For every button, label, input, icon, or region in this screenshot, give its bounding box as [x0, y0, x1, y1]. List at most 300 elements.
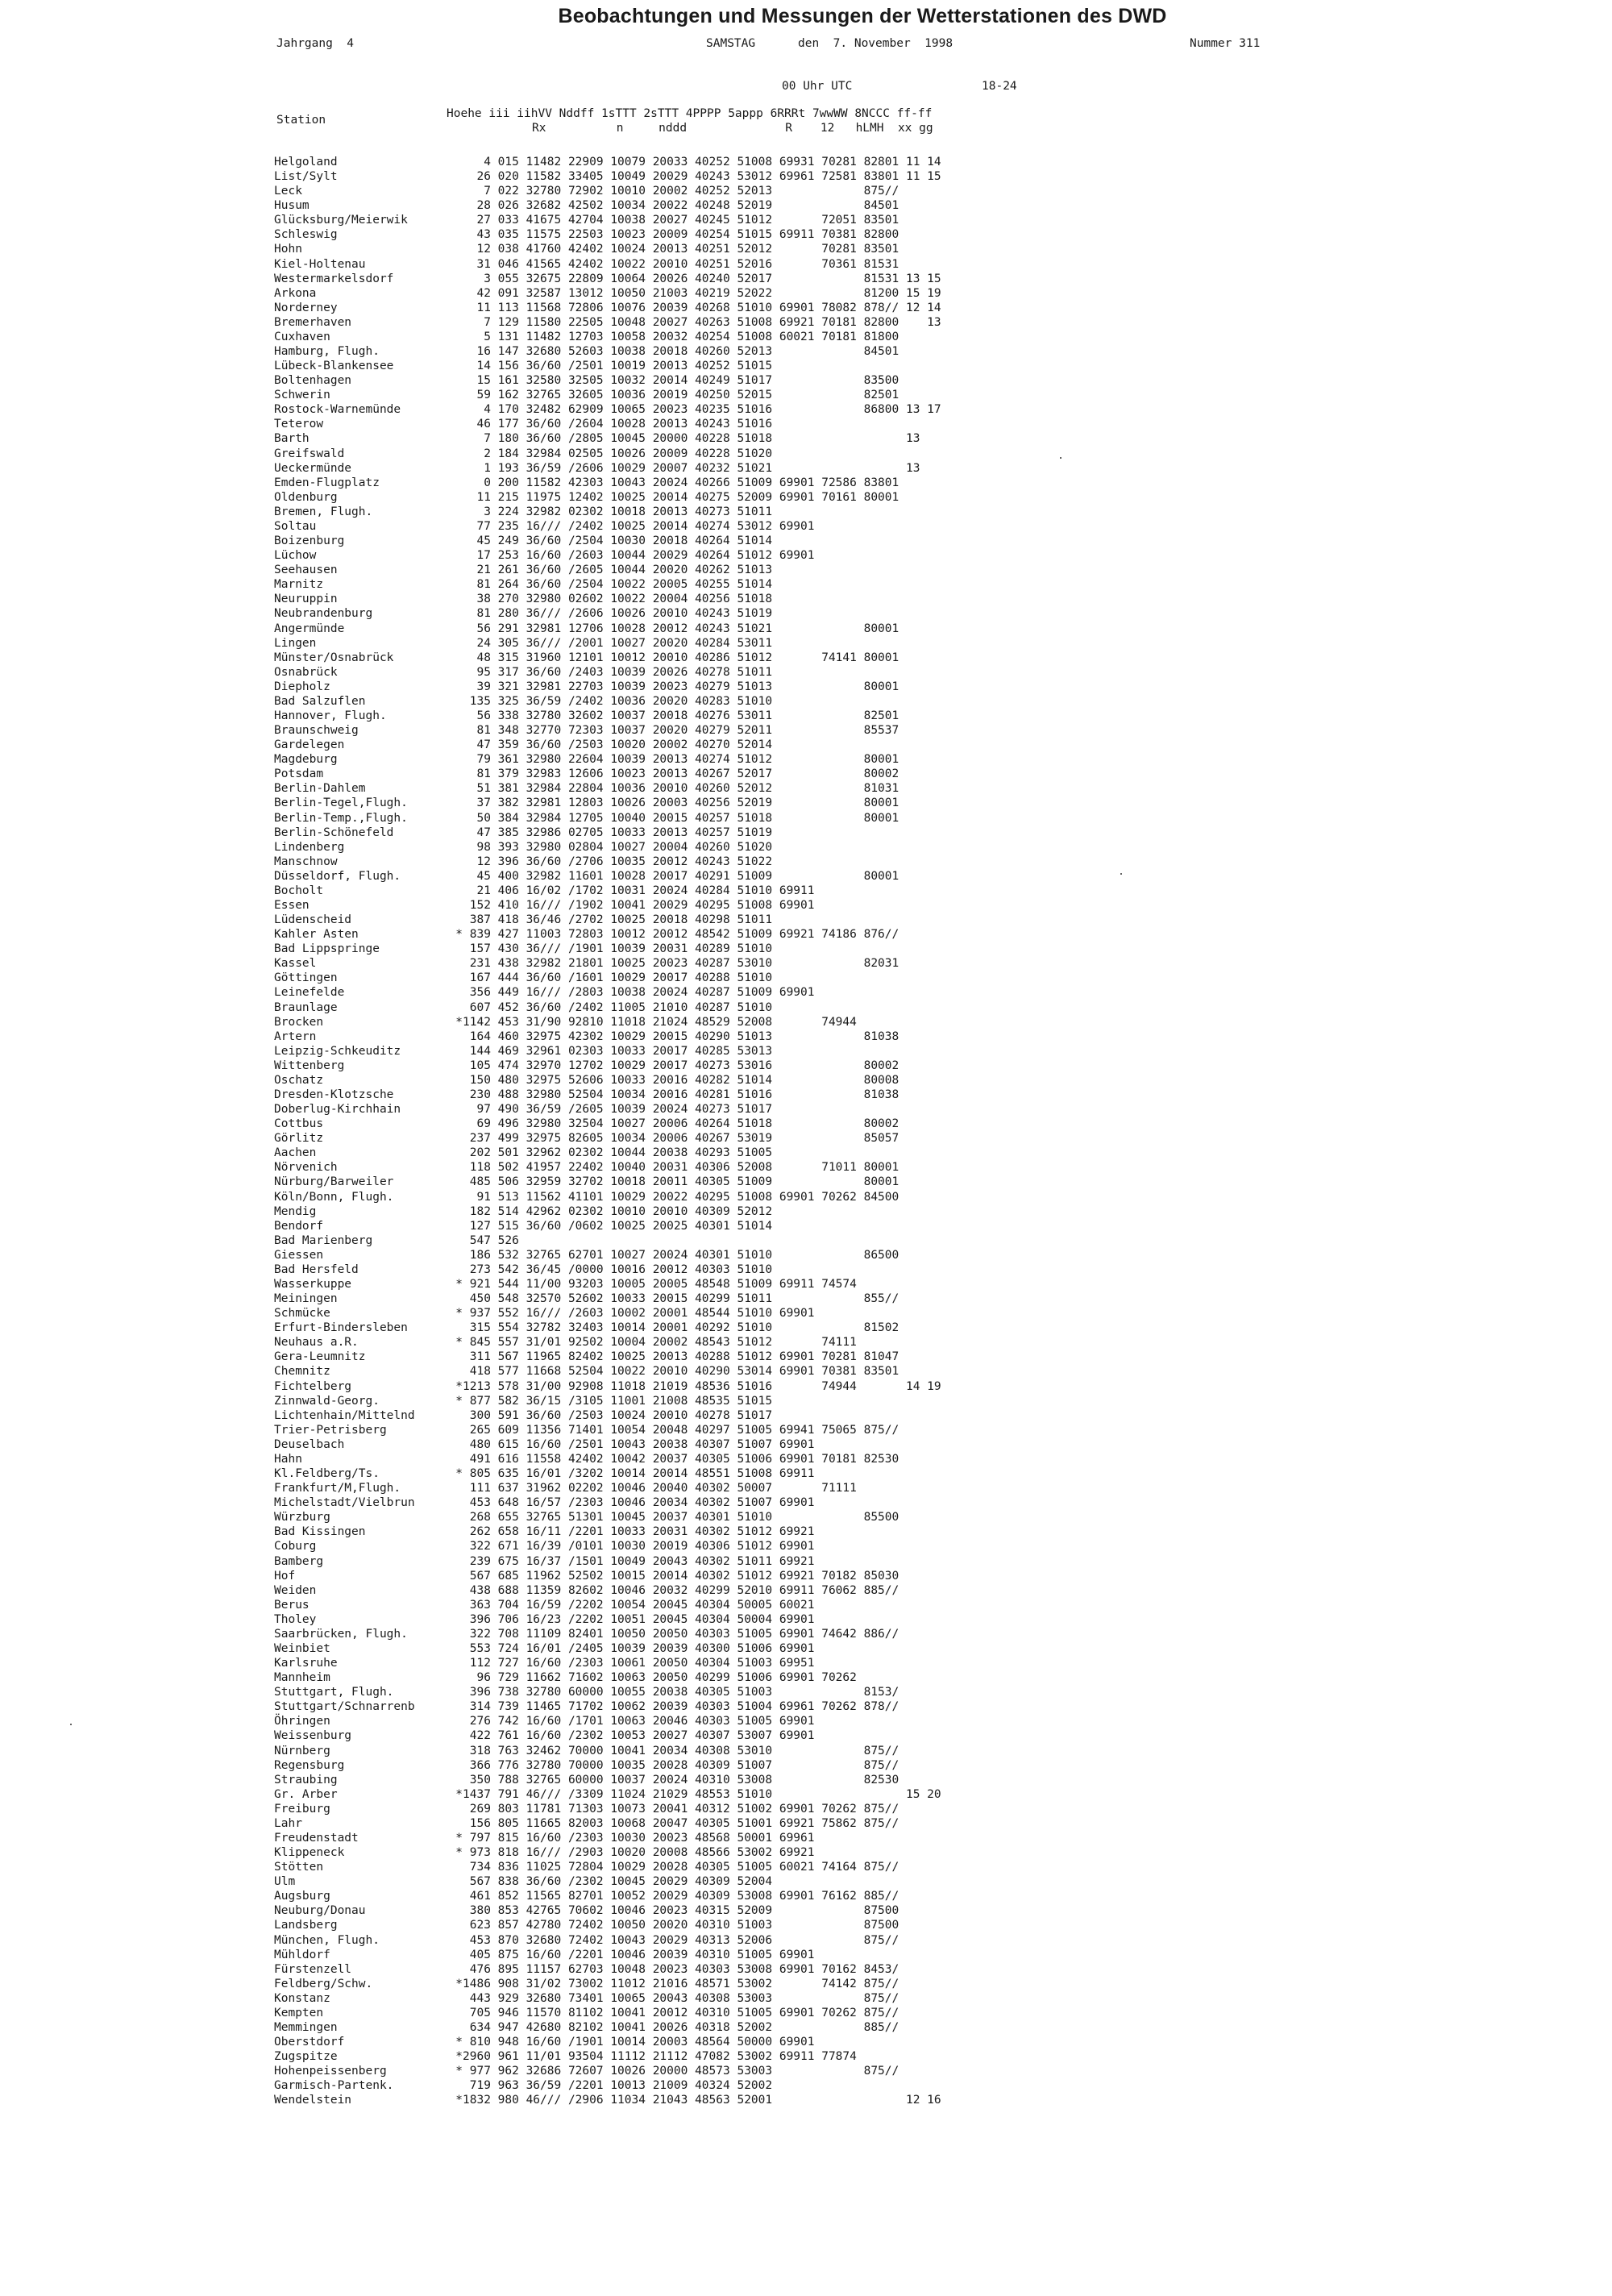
station-name: Cottbus	[274, 1117, 324, 1131]
synop-values: 69 496 32980 32504 10027 20006 40264 51018 80002	[463, 1117, 899, 1131]
station-name: Braunlage	[274, 1000, 338, 1014]
station-name: Emden-Flugplatz	[274, 476, 380, 489]
station-name: Feldberg/Schw.	[274, 1977, 373, 1990]
station-name: Braunschweig	[274, 724, 359, 738]
station-name: Westermarkelsdorf	[274, 272, 394, 285]
station-name: Lahr	[274, 1816, 302, 1830]
synop-values: 56 291 32981 12706 10028 20012 40243 51021 80001	[463, 622, 899, 635]
synop-values: 50 384 32984 12705 10040 20015 40257 51018 80001	[463, 811, 899, 825]
station-name: Mühldorf	[274, 1948, 330, 1961]
table-row	[274, 1962, 941, 1977]
table-row	[274, 927, 941, 942]
station-name: Brocken	[274, 1015, 324, 1029]
synop-values: 11 215 11975 12402 10025 20014 40275 52009 69901 70161 80001	[463, 490, 899, 504]
table-row	[274, 257, 941, 272]
synop-values: 805 635 16/01 /3202 10014 20014 48551 51008 69911	[463, 1467, 815, 1481]
station-name: Bad Salzuflen	[274, 694, 366, 708]
synop-values: 607 452 36/60 /2402 11005 21010 40287 51010	[463, 1000, 773, 1014]
table-row	[274, 1554, 941, 1569]
station-name: Neuruppin	[274, 593, 338, 606]
mountain-station-marker: *	[455, 1394, 463, 1408]
table-row	[274, 402, 941, 417]
table-row	[274, 1598, 941, 1612]
synop-values: 2 184 32984 02505 10026 20009 40228 51020	[463, 447, 773, 460]
mountain-station-marker: *	[455, 1336, 463, 1350]
synop-values: 567 838 36/60 /2302 10045 20029 40309 52004	[463, 1875, 773, 1889]
table-row	[274, 855, 941, 869]
table-row	[274, 781, 941, 796]
table-row	[274, 505, 941, 519]
utc-time-label: 00 Uhr UTC	[782, 80, 853, 93]
synop-values: 24 305 36/// /2001 10027 20020 40284 53011	[463, 636, 773, 650]
synop-values: 734 836 11025 72804 10029 20028 40305 51005 60021 74164 875//	[463, 1861, 899, 1874]
station-name: Nürburg/Barweiler	[274, 1175, 394, 1189]
synop-values: 418 577 11668 52504 10022 20010 40290 53014 69901 70381 83501	[463, 1365, 899, 1379]
table-row	[274, 2020, 941, 2035]
table-row	[274, 1335, 941, 1350]
table-row	[274, 1059, 941, 1073]
table-row	[274, 431, 941, 446]
table-row	[274, 184, 941, 198]
synop-values: 797 815 16/60 /2303 10030 20023 48568 50001 69961	[463, 1831, 815, 1845]
synop-values: 231 438 32982 21801 10025 20023 40287 53010 82031	[463, 957, 899, 971]
station-name: Hohn	[274, 243, 302, 256]
station-name: Meiningen	[274, 1292, 338, 1306]
synop-values: 150 480 32975 52606 10033 20016 40282 51014 80008	[463, 1073, 899, 1087]
station-name: Weinbiet	[274, 1641, 330, 1655]
station-name: Ulm	[274, 1875, 296, 1889]
station-name: Erfurt-Bindersleben	[274, 1321, 408, 1335]
synop-values: 81 280 36/// /2606 10026 20010 40243 51019	[463, 607, 773, 621]
synop-values: 396 706 16/23 /2202 10051 20045 40304 50004 69901	[463, 1612, 815, 1626]
station-name: Teterow	[274, 418, 324, 431]
table-row	[274, 606, 941, 621]
synop-values: 405 875 16/60 /2201 10046 20039 40310 51005 69901	[463, 1948, 815, 1961]
table-row	[274, 1714, 941, 1728]
synop-values: 186 532 32765 62701 10027 20024 40301 51010 86500	[463, 1248, 899, 1262]
table-row	[274, 752, 941, 767]
synop-values: 491 616 11558 42402 10042 20037 40305 51006 69901 70181 82530	[463, 1452, 899, 1466]
synop-values: 363 704 16/59 /2202 10054 20045 40304 50005 60021	[463, 1598, 815, 1612]
table-row	[274, 1802, 941, 1816]
table-row	[274, 169, 941, 184]
station-name: München, Flugh.	[274, 1933, 380, 1947]
table-row	[274, 767, 941, 781]
table-row	[274, 826, 941, 840]
station-name: Düsseldorf, Flugh.	[274, 869, 401, 883]
table-row	[274, 913, 941, 927]
station-name: Mannheim	[274, 1671, 330, 1685]
synop-values: 273 542 36/45 /0000 10016 20012 40303 51010	[463, 1262, 773, 1276]
synop-values: 31 046 41565 42402 10022 20010 40251 52016 70361 81531	[463, 257, 899, 271]
synop-values: 164 460 32975 42302 10029 20015 40290 51013 81038	[463, 1029, 899, 1043]
synop-values: 59 162 32765 32605 10036 20019 40250 52015 82501	[463, 389, 899, 402]
station-name: Oschatz	[274, 1073, 324, 1087]
synop-values: 97 490 36/59 /2605 10039 20024 40273 51017	[463, 1103, 773, 1117]
table-row	[274, 971, 941, 985]
table-row	[274, 1918, 941, 1932]
table-row	[274, 2049, 941, 2064]
station-name: Berlin-Temp.,Flugh.	[274, 811, 408, 825]
table-row	[274, 1364, 941, 1379]
station-name: Köln/Bonn, Flugh.	[274, 1190, 394, 1204]
table-row	[274, 1292, 941, 1306]
synop-values: 39 321 32981 22703 10039 20023 40279 51013 80001	[463, 680, 899, 693]
synop-values: 237 499 32975 82605 10034 20006 40267 53019 85057	[463, 1132, 899, 1146]
station-name: Wasserkuppe	[274, 1278, 352, 1292]
synop-values: 480 615 16/60 /2501 10043 20038 40307 51007 69901	[463, 1437, 815, 1451]
table-row	[274, 884, 941, 898]
synop-values: 167 444 36/60 /1601 10029 20017 40288 51010	[463, 971, 773, 985]
synop-values: 4 015 11482 22909 10079 20033 40252 51008 69931 70281 82801 11 14	[463, 156, 941, 168]
synop-values: 350 788 32765 60000 10037 20024 40310 53008 82530	[463, 1773, 899, 1786]
synop-values: 3 055 32675 22809 10064 20026 40240 52017 81531 13 15	[463, 272, 941, 285]
station-name: Regensburg	[274, 1758, 345, 1772]
synop-values: 315 554 32782 32403 10014 20001 40292 51010 81502	[463, 1321, 899, 1335]
table-row	[274, 563, 941, 577]
table-row	[274, 461, 941, 476]
synop-values: 56 338 32780 32602 10037 20018 40276 53011 82501	[463, 709, 899, 722]
table-row	[274, 1699, 941, 1714]
station-name: Boizenburg	[274, 534, 345, 548]
station-name: Seehausen	[274, 564, 338, 577]
synop-values: 322 671 16/39 /0101 10030 20019 40306 51012 69901	[463, 1540, 815, 1554]
table-row	[274, 1466, 941, 1481]
synop-values: 15 161 32580 32505 10032 20014 40249 51017 83500	[463, 374, 899, 388]
table-row	[274, 1117, 941, 1131]
synop-values: 396 738 32780 60000 10055 20038 40305 51003 8153/	[463, 1686, 899, 1699]
station-name: Trier-Petrisberg	[274, 1423, 387, 1437]
station-name: Freiburg	[274, 1802, 330, 1816]
station-name: Lübeck-Blankensee	[274, 360, 394, 373]
synop-values: 553 724 16/01 /2405 10039 20039 40300 51006 69901	[463, 1641, 815, 1655]
table-row	[274, 1481, 941, 1495]
table-row	[274, 373, 941, 388]
synop-values: 95 317 36/60 /2403 10039 20026 40278 51011	[463, 665, 773, 679]
table-row	[274, 301, 941, 315]
synop-values: 202 501 32962 02302 10044 20038 40293 51005	[463, 1146, 773, 1160]
synop-values: 182 514 42962 02302 10010 20010 40309 52012	[463, 1204, 773, 1218]
synop-values: 47 385 32986 02705 10033 20013 40257 51019	[463, 826, 773, 839]
synop-values: 877 582 36/15 /3105 11001 21008 48535 51015	[463, 1394, 773, 1408]
synop-values: 81 348 32770 72303 10037 20020 40279 52011 85537	[463, 724, 899, 738]
station-name: Lichtenhain/Mittelnd	[274, 1408, 415, 1422]
station-name: Kahler Asten	[274, 928, 359, 942]
synop-values: 14 156 36/60 /2501 10019 20013 40252 51015	[463, 360, 773, 373]
table-row	[274, 1831, 941, 1845]
synop-values: 705 946 11570 81102 10041 20012 40310 51005 69901 70262 875//	[463, 2006, 899, 2019]
station-name: Glücksburg/Meierwik	[274, 214, 408, 227]
station-name: Lüchow	[274, 549, 317, 563]
table-row	[274, 1583, 941, 1598]
table-row	[274, 242, 941, 256]
synop-values: 26 020 11582 33405 10049 20029 40243 53012 69961 72581 83801 11 15	[463, 170, 941, 184]
table-row	[274, 534, 941, 548]
synop-values: 1437 791 46/// /3309 11024 21029 48553 51010 15 20	[463, 1787, 941, 1801]
station-name: Helgoland	[274, 156, 338, 168]
synop-values: 322 708 11109 82401 10050 20050 40303 51005 69901 74642 886//	[463, 1627, 899, 1641]
station-name: Münster/Osnabrück	[274, 651, 394, 664]
jahrgang-label: Jahrgang 4	[276, 37, 355, 50]
table-row	[274, 1641, 941, 1656]
station-name: Cuxhaven	[274, 330, 330, 343]
table-row	[274, 1175, 941, 1189]
table-row	[274, 811, 941, 826]
table-row	[274, 796, 941, 810]
table-row	[274, 227, 941, 242]
table-row	[274, 548, 941, 563]
station-name: Berlin-Tegel,Flugh.	[274, 797, 408, 810]
table-row	[274, 1408, 941, 1423]
table-row	[274, 1933, 941, 1948]
mountain-station-marker: *	[455, 1307, 463, 1321]
table-row	[274, 1088, 941, 1102]
table-row	[274, 2078, 941, 2093]
synop-values: 0 200 11582 42303 10043 20024 40266 51009 69901 72586 83801	[463, 476, 899, 489]
synop-values: 27 033 41675 42704 10038 20027 40245 51012 72051 83501	[463, 214, 899, 227]
table-row	[274, 1539, 941, 1554]
table-row	[274, 330, 941, 344]
table-row	[274, 1350, 941, 1364]
table-row	[274, 1131, 941, 1146]
station-name: Straubing	[274, 1773, 338, 1786]
station-name: Memmingen	[274, 2021, 338, 2034]
synop-values: 311 567 11965 82402 10025 20013 40288 51012 69901 70281 81047	[463, 1350, 899, 1364]
table-row	[274, 1394, 941, 1408]
station-name: Garmisch-Partenk.	[274, 2079, 394, 2093]
table-row	[274, 709, 941, 723]
synop-values: 28 026 32682 42502 10034 20022 40248 52019 84501	[463, 199, 899, 213]
station-name: Barth	[274, 432, 310, 446]
station-name: Chemnitz	[274, 1365, 330, 1379]
mountain-station-marker: *	[455, 1015, 463, 1029]
synop-values: 46 177 36/60 /2604 10028 20013 40243 51016	[463, 418, 773, 431]
station-name: Hohenpeissenberg	[274, 2065, 387, 2078]
table-row	[274, 738, 941, 752]
synop-values: 623 857 42780 72402 10050 20020 40310 51003 87500	[463, 1919, 899, 1932]
station-name: Manschnow	[274, 855, 338, 868]
station-name: Hahn	[274, 1452, 302, 1466]
table-row	[274, 1306, 941, 1321]
station-name: Arkona	[274, 286, 317, 300]
station-name: Nürnberg	[274, 1744, 330, 1757]
station-name: Zugspitze	[274, 2050, 338, 2064]
table-row	[274, 1423, 941, 1437]
station-name: Schleswig	[274, 228, 338, 242]
table-row	[274, 577, 941, 592]
station-column-header: Station	[276, 114, 326, 127]
synop-values: 98 393 32980 02804 10027 20004 40260 51020	[463, 840, 773, 854]
station-name: Augsburg	[274, 1890, 330, 1903]
synop-values: 230 488 32980 52504 10034 20016 40281 51016 81038	[463, 1088, 899, 1101]
station-name: Fichtelberg	[274, 1379, 352, 1393]
table-row	[274, 1889, 941, 1903]
synop-values: 450 548 32570 52602 10033 20015 40299 51011 855//	[463, 1292, 899, 1306]
synop-values: 45 249 36/60 /2504 10030 20018 40264 51014	[463, 534, 773, 548]
table-row	[274, 1612, 941, 1627]
station-name: Diepholz	[274, 680, 330, 693]
mountain-station-marker: *	[455, 1977, 463, 1990]
synop-values: 366 776 32780 70000 10035 20028 40309 51007 875//	[463, 1758, 899, 1772]
table-row	[274, 1233, 941, 1248]
station-name: Lingen	[274, 636, 317, 650]
station-name: Husum	[274, 199, 310, 213]
table-row	[274, 272, 941, 286]
synop-values: 268 655 32765 51301 10045 20037 40301 51010 85500	[463, 1511, 899, 1524]
table-row	[274, 869, 941, 884]
station-name: Schwerin	[274, 389, 330, 402]
synop-values: 567 685 11962 52502 10015 20014 40302 51012 69921 70182 85030	[463, 1569, 899, 1583]
synop-values: 45 400 32982 11601 10028 20017 40291 51009 80001	[463, 869, 899, 883]
table-row	[274, 417, 941, 431]
synop-values: 12 396 36/60 /2706 10035 20012 40243 51022	[463, 855, 773, 868]
station-name: Öhringen	[274, 1715, 330, 1728]
table-row	[274, 1524, 941, 1539]
table-row	[274, 985, 941, 1000]
synop-values: 152 410 16/// /1902 10041 20029 40295 51008 69901	[463, 898, 815, 912]
mountain-station-marker: *	[455, 1379, 463, 1393]
synop-values: 42 091 32587 13012 10050 21003 40219 52022 81200 15 19	[463, 286, 941, 300]
station-name: Gera-Leumnitz	[274, 1350, 366, 1364]
synop-values: 422 761 16/60 /2302 10053 20027 40307 53007 69901	[463, 1729, 815, 1743]
synop-values: 318 763 32462 70000 10041 20034 40308 53010 875//	[463, 1744, 899, 1757]
synop-values: 135 325 36/59 /2402 10036 20020 40283 51010	[463, 694, 773, 708]
station-name: Kassel	[274, 957, 317, 971]
station-name: Deuselbach	[274, 1437, 345, 1451]
synop-values: 547 526	[463, 1233, 519, 1247]
station-name: Konstanz	[274, 1991, 330, 2005]
mountain-station-marker: *	[455, 2094, 463, 2107]
table-row	[274, 198, 941, 213]
synop-values: 157 430 36/// /1901 10039 20031 40289 51010	[463, 942, 773, 956]
station-name: Doberlug-Kirchhain	[274, 1103, 401, 1117]
table-row	[274, 592, 941, 606]
station-name: Oldenburg	[274, 490, 338, 504]
station-name: Bad Hersfeld	[274, 1262, 359, 1276]
station-name: Landsberg	[274, 1919, 338, 1932]
table-row	[274, 2064, 941, 2078]
table-row	[274, 490, 941, 505]
table-row	[274, 1000, 941, 1015]
synop-values: 276 742 16/60 /1701 10063 20046 40303 51005 69901	[463, 1715, 815, 1728]
table-row	[274, 1977, 941, 1991]
synop-values: 476 895 11157 62703 10048 20023 40303 53008 69901 70162 8453/	[463, 1962, 899, 1976]
table-row	[274, 1219, 941, 1233]
synop-values: 461 852 11565 82701 10052 20029 40309 53008 69901 76162 885//	[463, 1890, 899, 1903]
table-row	[274, 1248, 941, 1262]
table-row	[274, 1277, 941, 1292]
station-name: Stuttgart, Flugh.	[274, 1686, 394, 1699]
station-name: Marnitz	[274, 578, 324, 592]
table-row	[274, 1728, 941, 1743]
table-row	[274, 636, 941, 651]
table-row	[274, 942, 941, 956]
table-row	[274, 665, 941, 680]
station-name: Stötten	[274, 1861, 324, 1874]
station-name: Giessen	[274, 1248, 324, 1262]
station-name: Hamburg, Flugh.	[274, 345, 380, 359]
synop-values: 1142 453 31/90 92810 11018 21024 48529 52008 74944	[463, 1015, 857, 1029]
table-row	[274, 2093, 941, 2107]
synop-values: 453 648 16/57 /2303 10046 20034 40302 51007 69901	[463, 1496, 815, 1510]
table-row	[274, 1569, 941, 1583]
table-row	[274, 1860, 941, 1874]
synop-values: 380 853 42765 70602 10046 20023 40315 52009 87500	[463, 1904, 899, 1918]
table-row	[274, 1758, 941, 1773]
synop-values: 7 022 32780 72902 10010 20002 40252 52013 875//	[463, 185, 899, 198]
code-columns-subheader: Rx n nddd R 12 hLMH xx gg	[532, 122, 933, 135]
mountain-station-marker: *	[455, 1467, 463, 1481]
station-name: Dresden-Klotzsche	[274, 1088, 394, 1101]
table-row	[274, 1903, 941, 1918]
code-columns-header: Hoehe iii iihVV Nddff 1sTTT 2sTTT 4PPPP 5appp 6RRRt 7wwWW 8NCCC ff-ff	[447, 107, 933, 120]
station-name: Magdeburg	[274, 753, 338, 767]
station-name: List/Sylt	[274, 170, 338, 184]
period-range-label: 18-24	[982, 80, 1017, 93]
table-row	[274, 1029, 941, 1044]
synop-values: 300 591 36/60 /2503 10024 20010 40278 51017	[463, 1408, 773, 1422]
station-name: Kempten	[274, 2006, 324, 2019]
table-row	[274, 519, 941, 534]
station-name: Wendelstein	[274, 2094, 352, 2107]
synop-values: 81 379 32983 12606 10023 20013 40267 52017 80002	[463, 767, 899, 781]
station-name: Norderney	[274, 301, 338, 314]
station-name: Neuburg/Donau	[274, 1904, 366, 1918]
table-row	[274, 1190, 941, 1204]
synop-values: 12 038 41760 42402 10024 20013 40251 52012 70281 83501	[463, 243, 899, 256]
station-name: Tholey	[274, 1612, 317, 1626]
station-name: Coburg	[274, 1540, 317, 1554]
synop-values: 1832 980 46/// /2906 11034 21043 48563 52001 12 16	[463, 2094, 941, 2107]
station-name: Saarbrücken, Flugh.	[274, 1627, 408, 1641]
synop-values: 438 688 11359 82602 10046 20032 40299 52010 69911 76062 885//	[463, 1583, 899, 1597]
synop-values: 91 513 11562 41101 10029 20022 40295 51008 69901 70262 84500	[463, 1190, 899, 1204]
issue-number-label: Nummer 311	[1190, 37, 1261, 50]
table-row	[274, 2006, 941, 2020]
station-name: Neuhaus a.R.	[274, 1336, 359, 1350]
synop-values: 719 963 36/59 /2201 10013 21009 40324 52002	[463, 2079, 773, 2093]
synop-values: 118 502 41957 22402 10040 20031 40306 52008 71011 80001	[463, 1161, 899, 1175]
synop-values: 5 131 11482 12703 10058 20032 40254 51008 60021 70181 81800	[463, 330, 899, 343]
synop-values: 144 469 32961 02303 10033 20017 40285 53013	[463, 1044, 773, 1058]
station-name: Bamberg	[274, 1554, 324, 1568]
mountain-station-marker: *	[455, 1787, 463, 1801]
weekday-label: SAMSTAG	[706, 37, 756, 50]
synop-values: 51 381 32984 22804 10036 20010 40260 52012 81031	[463, 782, 899, 796]
table-row	[274, 1816, 941, 1831]
synop-values: 921 544 11/00 93203 10005 20005 48548 51009 69911 74574	[463, 1278, 857, 1292]
table-row	[274, 1744, 941, 1758]
mountain-station-marker: *	[455, 1846, 463, 1860]
synop-values: 453 870 32680 72402 10043 20029 40313 52006 875//	[463, 1933, 899, 1947]
station-name: Soltau	[274, 519, 317, 533]
mountain-station-marker: *	[455, 2050, 463, 2064]
synop-values: 839 427 11003 72803 10012 20012 48542 51009 69921 74186 876//	[463, 928, 899, 942]
station-name: Leinefelde	[274, 986, 345, 1000]
station-name: Frankfurt/M,Flugh.	[274, 1482, 401, 1495]
table-row	[274, 1670, 941, 1685]
station-name: Göttingen	[274, 971, 338, 985]
table-row	[274, 1073, 941, 1088]
synop-values: 105 474 32970 12702 10029 20017 40273 53016 80002	[463, 1059, 899, 1072]
station-name: Lüdenscheid	[274, 913, 352, 927]
synop-values: 443 929 32680 73401 10065 20043 40308 53003 875//	[463, 1991, 899, 2005]
station-name: Leipzig-Schkeuditz	[274, 1044, 401, 1058]
station-name: Berlin-Schönefeld	[274, 826, 394, 839]
table-row	[274, 723, 941, 738]
table-row	[274, 1656, 941, 1670]
table-row	[274, 2035, 941, 2049]
